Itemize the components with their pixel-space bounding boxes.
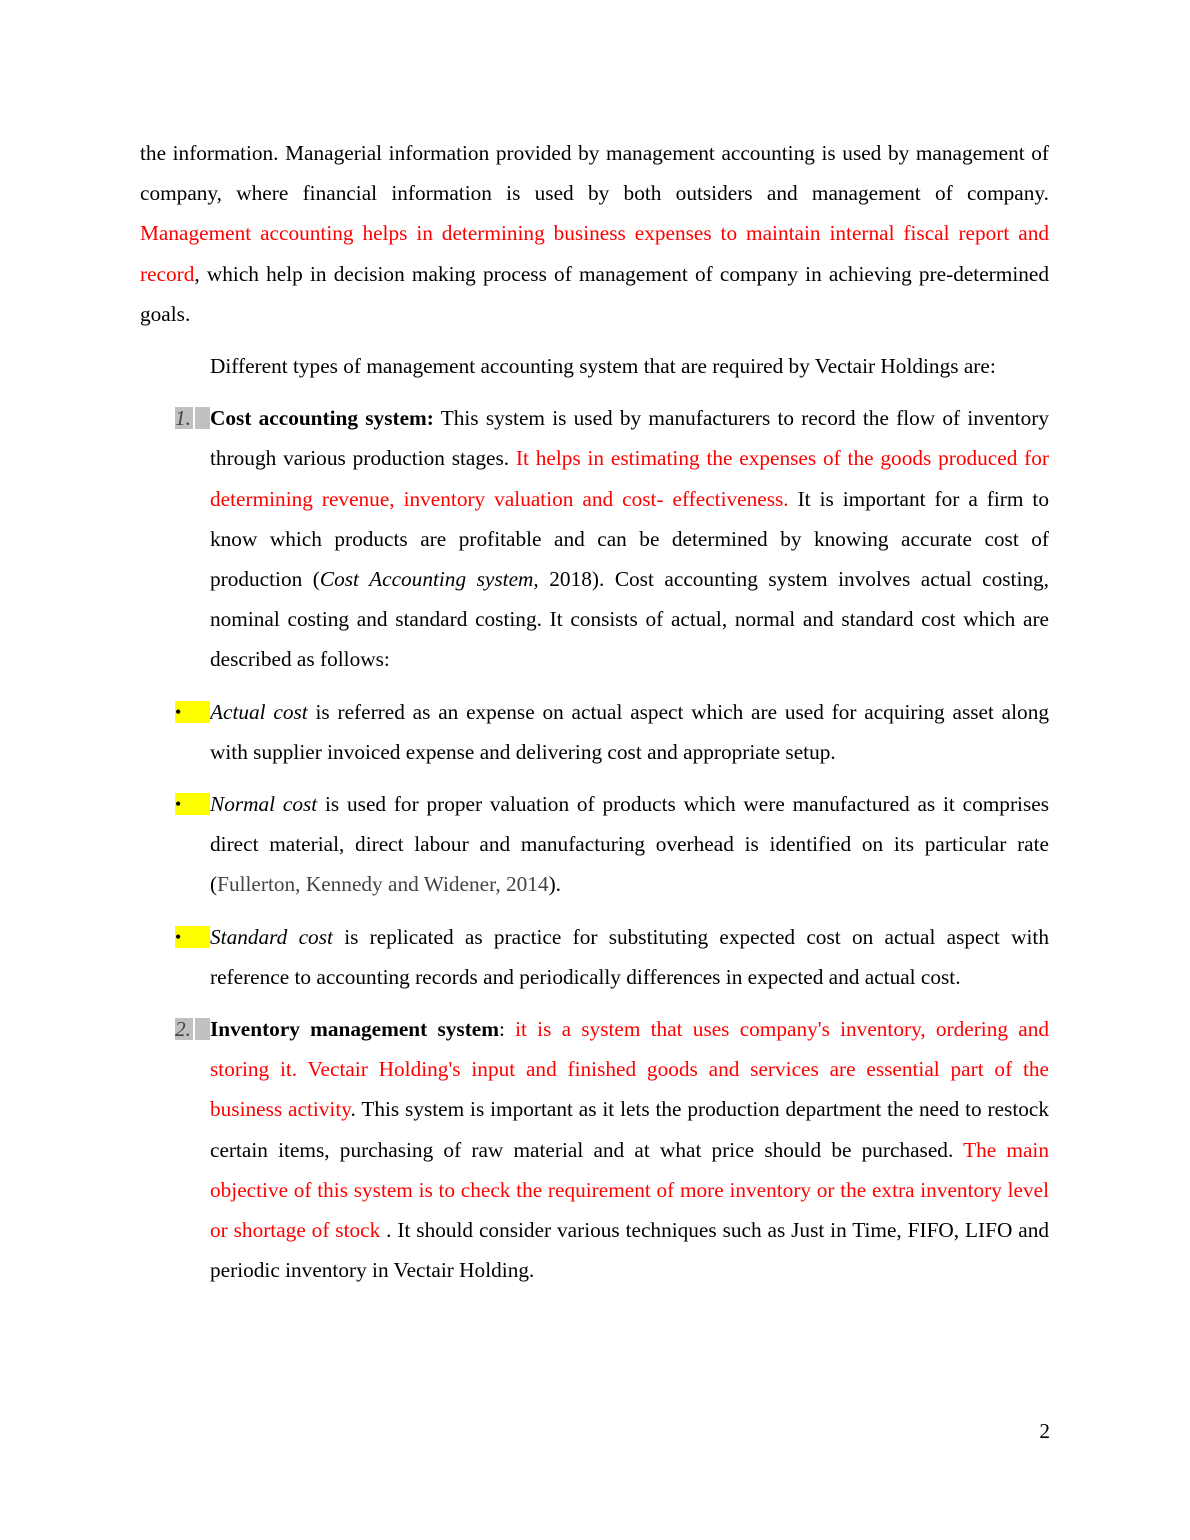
list-number: 1. bbox=[175, 407, 210, 429]
item-text: . It should consider various techniques such as Just in Time, FIFO, LIFO and periodic inventory in Vectair Holding. bbox=[210, 1218, 1049, 1283]
bullet-actual-cost bbox=[140, 692, 1049, 772]
bullet-standard-cost bbox=[140, 917, 1049, 997]
intro-highlighted-text: Management accounting helps in determining business expenses to maintain internal fiscal report and record bbox=[140, 221, 1049, 286]
intro-text-continued: , which help in decision making process of management of company in achieving pre-determined goals. bbox=[140, 261, 1049, 326]
item-text: : bbox=[498, 1017, 516, 1042]
bullet-text: is referred as an expense on actual aspect which are used for acquiring asset along with supplier invoiced expense and delivering cost and appropriate setup. bbox=[210, 699, 1049, 764]
bullet-text: is replicated as practice for substituting expected cost on actual aspect with reference to accounting records and periodically differences in expected and actual cost. bbox=[210, 924, 1049, 989]
page-number: 2 bbox=[1039, 1419, 1050, 1443]
item-text: This system is used by manufacturers to record the flow of inventory through various production stages. bbox=[210, 406, 1049, 471]
bullet-icon: • bbox=[175, 926, 210, 948]
inventory-management-text bbox=[210, 1009, 1049, 1290]
item-highlighted-text: It helps in estimating the expenses of the goods produced for determining revenue, inventory valuation and cost- effectiveness. bbox=[210, 446, 1049, 511]
item-text: , 2018). Cost accounting system involves actual costing, nominal costing and standard costing. It consists of actual, normal and standard cost which are described as follows: bbox=[210, 567, 1050, 672]
normal-cost-text bbox=[210, 784, 1049, 905]
bullet-term: Actual cost bbox=[210, 699, 308, 724]
citation: Fullerton, Kennedy and Widener, 2014 bbox=[217, 872, 549, 897]
standard-cost-text bbox=[210, 917, 1049, 997]
bullet-text: ). bbox=[548, 872, 561, 897]
item-text: . This system is important as it lets the production department the need to restock certain items, purchasing of raw material and at what price should be purchased. bbox=[210, 1097, 1049, 1162]
page-body bbox=[140, 133, 1049, 1302]
bullet-icon: • bbox=[175, 793, 210, 815]
list-item-cost-accounting bbox=[140, 398, 1049, 679]
intro-paragraph bbox=[140, 133, 1049, 334]
list-item-inventory-management bbox=[140, 1009, 1049, 1290]
bullet-icon: • bbox=[175, 701, 210, 723]
item-title: Inventory management system bbox=[210, 1017, 499, 1042]
item-highlighted-text: The main objective of this system is to check the requirement of more inventory or the extra inventory level or shortage of stock bbox=[210, 1137, 1049, 1243]
citation-title: Cost Accounting system bbox=[319, 567, 534, 592]
types-paragraph: Different types of management accounting system that are required by Vectair Holdings are: bbox=[210, 354, 996, 379]
item-title: Cost accounting system: bbox=[210, 406, 434, 431]
actual-cost-text bbox=[210, 692, 1049, 772]
item-highlighted-text: it is a system that uses company's inventory, ordering and storing it. Vectair Holding's input and finished goods and services are essential part of the business activity bbox=[210, 1017, 1049, 1122]
intro-text: the information. Managerial information provided by management accounting is used by management of company, where financial information is used by both outsiders and management of company. bbox=[140, 141, 1049, 206]
bullet-text: is used for proper valuation of products which were manufactured as it comprises direct material, direct labour and manufacturing overhead is identified on its particular rate ( bbox=[210, 792, 1049, 897]
item-text: It is important for a firm to know which products are profitable and can be determined by knowing accurate cost of production ( bbox=[210, 486, 1049, 592]
list-number: 2. bbox=[175, 1018, 210, 1040]
bullet-term: Standard cost bbox=[210, 924, 333, 949]
bullet-term: Normal cost bbox=[210, 792, 318, 817]
bullet-normal-cost bbox=[140, 784, 1049, 905]
cost-accounting-text bbox=[210, 398, 1049, 679]
